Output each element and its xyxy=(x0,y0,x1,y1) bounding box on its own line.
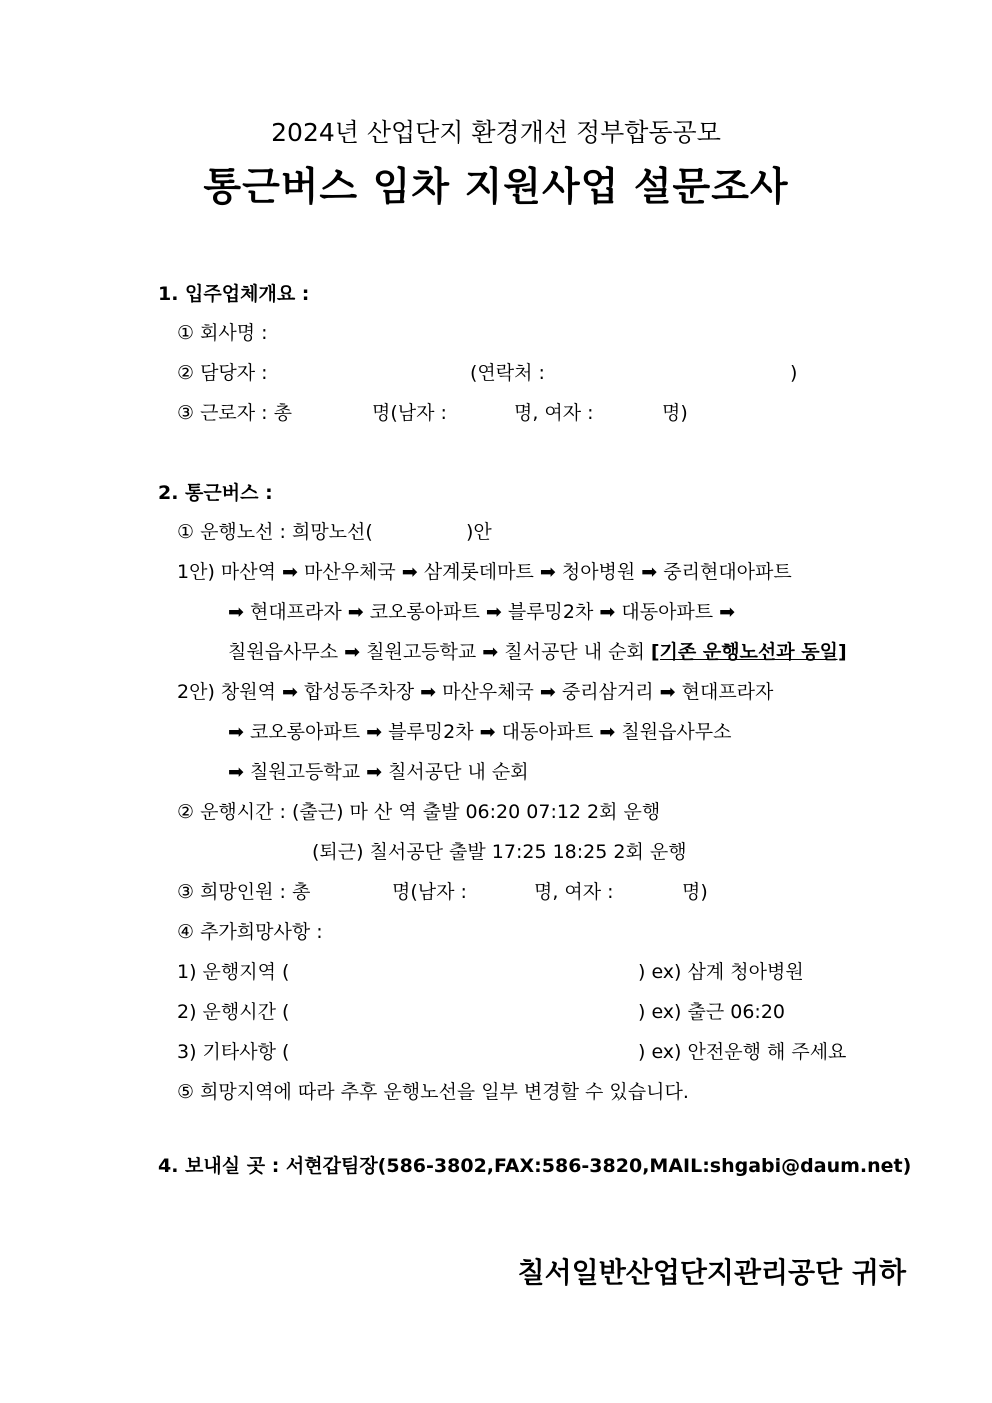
hope-people-label: ③ 희망인원 : 총 xyxy=(177,881,311,903)
hope-male-label: 명(남자 : xyxy=(392,881,467,903)
contact-label: (연락처 : xyxy=(470,362,545,384)
hope-female-label: 명, 여자 : xyxy=(534,881,614,903)
extra2-label: 2) 운행시간 ( xyxy=(177,1001,290,1023)
send-to-line: 4. 보내실 곳 : 서현갑팀장(586-3802,FAX:586-3820,MAIL:shgabi@daum.net) xyxy=(158,1155,912,1177)
route1-line1: 1안) 마산역 ➡ 마산우체국 ➡ 삼계롯데마트 ➡ 청아병원 ➡ 중리현대아파트 xyxy=(177,561,792,583)
extra1-label: 1) 운행지역 ( xyxy=(177,961,290,983)
route1-line2: ➡ 현대프라자 ➡ 코오롱아파트 ➡ 블루밍2차 ➡ 대동아파트 ➡ xyxy=(228,601,736,623)
section1-heading: 1. 입주업체개요 : xyxy=(158,283,310,305)
extra3-label: 3) 기타사항 ( xyxy=(177,1041,290,1063)
route-preference-end: )안 xyxy=(466,521,492,543)
route2-line2: ➡ 코오롱아파트 ➡ 블루밍2차 ➡ 대동아파트 ➡ 칠원읍사무소 xyxy=(228,721,732,743)
operating-time-return: (퇴근) 칠서공단 출발 17:25 18:25 2회 운행 xyxy=(312,841,687,863)
route1-same-note: [기존 운행노선과 동일] xyxy=(650,641,847,663)
hope-end: 명) xyxy=(682,881,708,903)
document-title: 통근버스 임차 지원사업 설문조사 xyxy=(203,165,789,210)
route-change-notice: ⑤ 희망지역에 따라 추후 운행노선을 일부 변경할 수 있습니다. xyxy=(177,1081,689,1103)
extra2-example: ) ex) 출근 06:20 xyxy=(638,1001,786,1023)
workers-end: 명) xyxy=(662,402,688,424)
route2-line3: ➡ 칠원고등학교 ➡ 칠서공단 내 순회 xyxy=(228,761,529,783)
operating-time-commute: ② 운행시간 : (출근) 마 산 역 출발 06:20 07:12 2회 운행 xyxy=(177,801,661,823)
manager-label: ② 담당자 : xyxy=(177,362,268,384)
extra-request-label: ④ 추가희망사항 : xyxy=(177,921,323,943)
route-preference-label: ① 운행노선 : 희망노선( xyxy=(177,521,373,543)
route1-line3-text: 칠원읍사무소 ➡ 칠원고등학교 ➡ 칠서공단 내 순회 xyxy=(228,641,651,663)
contact-close: ) xyxy=(790,362,798,384)
recipient-signature: 칠서일반산업단지관리공단 귀하 xyxy=(517,1256,906,1289)
route2-line1: 2안) 창원역 ➡ 합성동주차장 ➡ 마산우체국 ➡ 중리삼거리 ➡ 현대프라자 xyxy=(177,681,774,703)
workers-label: ③ 근로자 : 총 xyxy=(177,402,292,424)
document-subtitle: 2024년 산업단지 환경개선 정부합동공모 xyxy=(271,118,721,147)
route1-line3 xyxy=(228,640,847,664)
section2-heading: 2. 통근버스 : xyxy=(158,482,273,504)
extra1-example: ) ex) 삼계 청아병원 xyxy=(638,961,804,983)
company-name-label: ① 회사명 : xyxy=(177,322,268,344)
workers-male-label: 명(남자 : xyxy=(372,402,447,424)
extra3-example: ) ex) 안전운행 해 주세요 xyxy=(638,1041,847,1063)
workers-female-label: 명, 여자 : xyxy=(514,402,594,424)
